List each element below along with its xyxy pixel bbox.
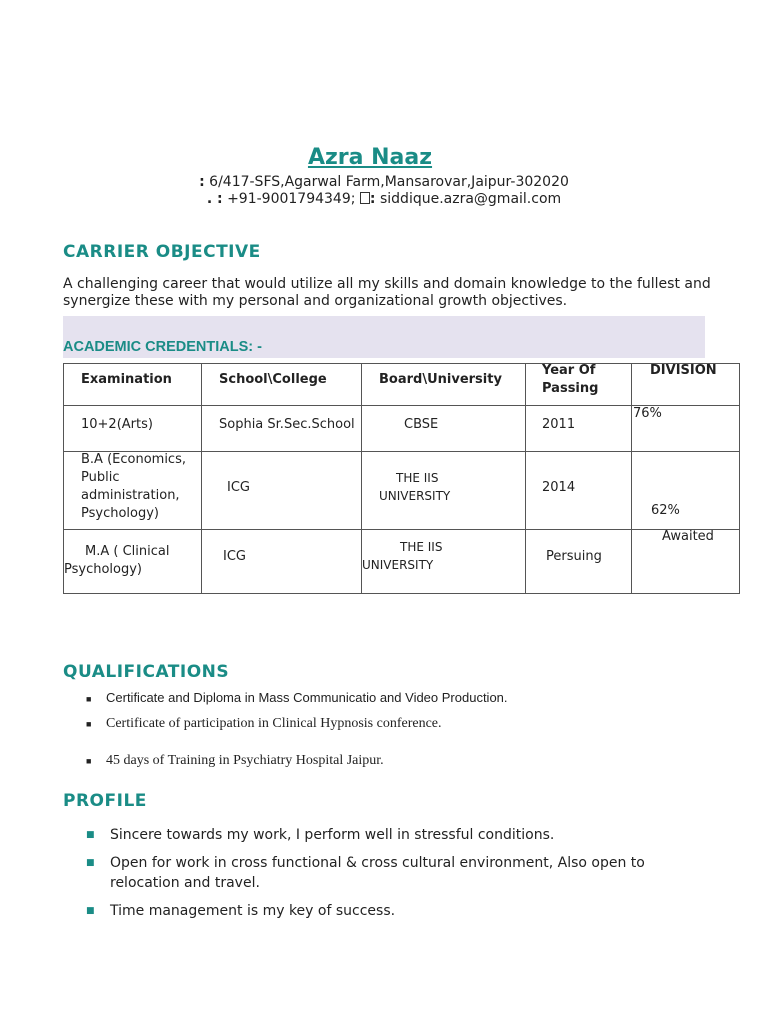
profile-text: Time management is my key of success. (110, 903, 396, 919)
header-school: School\College (219, 372, 327, 387)
list-item (86, 901, 686, 921)
table-cell (526, 452, 632, 530)
phone-text: +91-9001794349; (227, 191, 356, 207)
table-header-row (64, 364, 740, 406)
table-cell (632, 406, 740, 452)
table-cell (526, 530, 632, 594)
bullet-icon: ■ (86, 693, 92, 704)
table-cell (64, 530, 202, 594)
table-cell (526, 406, 632, 452)
address-marker: : (199, 174, 205, 190)
table-cell (64, 452, 202, 530)
list-item (86, 853, 646, 893)
email-link[interactable]: siddique.azra@gmail.com (379, 191, 562, 207)
table-cell (362, 406, 526, 452)
table-header-cell (362, 364, 526, 406)
qualifications-heading: QUALIFICATIONS (63, 662, 230, 682)
row2-school: ICG (227, 480, 250, 495)
table-cell (362, 530, 526, 594)
list-item (86, 690, 508, 705)
table-row (64, 452, 740, 530)
row2-year: 2014 (542, 480, 576, 495)
header-year-line-1: Year Of (542, 363, 596, 378)
bullet-icon: ■ (86, 830, 95, 840)
objective-text-line-1: A challenging career that would utilize all my skills and domain knowledge to the fullest and (63, 276, 711, 292)
row2-exam-line-4: Psychology) (81, 506, 159, 521)
profile-text: Open for work in cross functional & cross cultural environment, Also open to relocation and travel. (110, 855, 645, 891)
qualification-text: Certificate and Diploma in Mass Communicatio and Video Production. (106, 690, 508, 705)
list-item (86, 825, 686, 845)
table-cell (632, 452, 740, 530)
email-marker: : (369, 191, 376, 207)
row3-school: ICG (223, 549, 246, 564)
row2-division: 62% (651, 503, 680, 518)
table-cell (202, 530, 362, 594)
objective-text-line-2: synergize these with my personal and organizational growth objectives. (63, 293, 568, 309)
row3-exam-line-1: M.A ( Clinical (85, 544, 170, 559)
table-row (64, 530, 740, 594)
row2-exam-line-2: Public (81, 470, 120, 485)
bullet-icon: ■ (86, 718, 92, 729)
email-icon (360, 192, 370, 204)
row1-year: 2011 (542, 417, 576, 432)
header-division: DIVISION (650, 363, 717, 378)
phone-marker: . : (206, 191, 223, 207)
contact-line (0, 191, 768, 207)
row2-board-line-2: UNIVERSITY (379, 489, 451, 503)
qualification-text: Certificate of participation in Clinical Hypnosis conference. (106, 716, 442, 731)
bullet-icon: ■ (86, 858, 95, 868)
table-header-cell (202, 364, 362, 406)
row2-exam-line-1: B.A (Economics, (81, 452, 186, 467)
academic-table (63, 363, 740, 594)
row3-board-line-2: UNIVERSITY (362, 558, 434, 572)
list-item (86, 716, 442, 732)
row1-board: CBSE (404, 417, 439, 432)
bullet-icon: ■ (86, 906, 95, 916)
qualification-text: 45 days of Training in Psychiatry Hospital Jaipur. (106, 753, 384, 768)
row3-exam-line-2: Psychology) (64, 562, 142, 577)
row3-year: Persuing (546, 549, 602, 564)
table-header-cell (64, 364, 202, 406)
table-row (64, 406, 740, 452)
row1-school: Sophia Sr.Sec.School (219, 417, 355, 432)
row2-exam-line-3: administration, (81, 488, 180, 503)
objective-heading: CARRIER OBJECTIVE (63, 242, 261, 262)
table-cell (632, 530, 740, 594)
row3-division: Awaited (662, 529, 714, 544)
header-year-line-2: Passing (542, 381, 599, 396)
table-cell (202, 406, 362, 452)
row1-division: 76% (633, 406, 662, 421)
table-header-cell (632, 364, 740, 406)
profile-text: Sincere towards my work, I perform well in stressful conditions. (110, 827, 555, 843)
row1-exam: 10+2(Arts) (81, 417, 153, 432)
address-line (0, 174, 768, 190)
candidate-name: Azra Naaz (307, 145, 433, 170)
header-examination: Examination (81, 372, 172, 387)
table-header-cell (526, 364, 632, 406)
header-board: Board\University (379, 372, 502, 387)
address-text: 6/417-SFS,Agarwal Farm,Mansarovar,Jaipur-302020 (209, 174, 569, 190)
table-cell (362, 452, 526, 530)
row2-board-line-1: THE IIS (396, 471, 439, 485)
academic-heading: ACADEMIC CREDENTIALS: - (63, 339, 262, 355)
profile-heading: PROFILE (63, 791, 147, 811)
list-item (86, 753, 384, 769)
row3-board-line-1: THE IIS (400, 540, 443, 554)
bullet-icon: ■ (86, 755, 92, 766)
table-cell (64, 406, 202, 452)
table-cell (202, 452, 362, 530)
